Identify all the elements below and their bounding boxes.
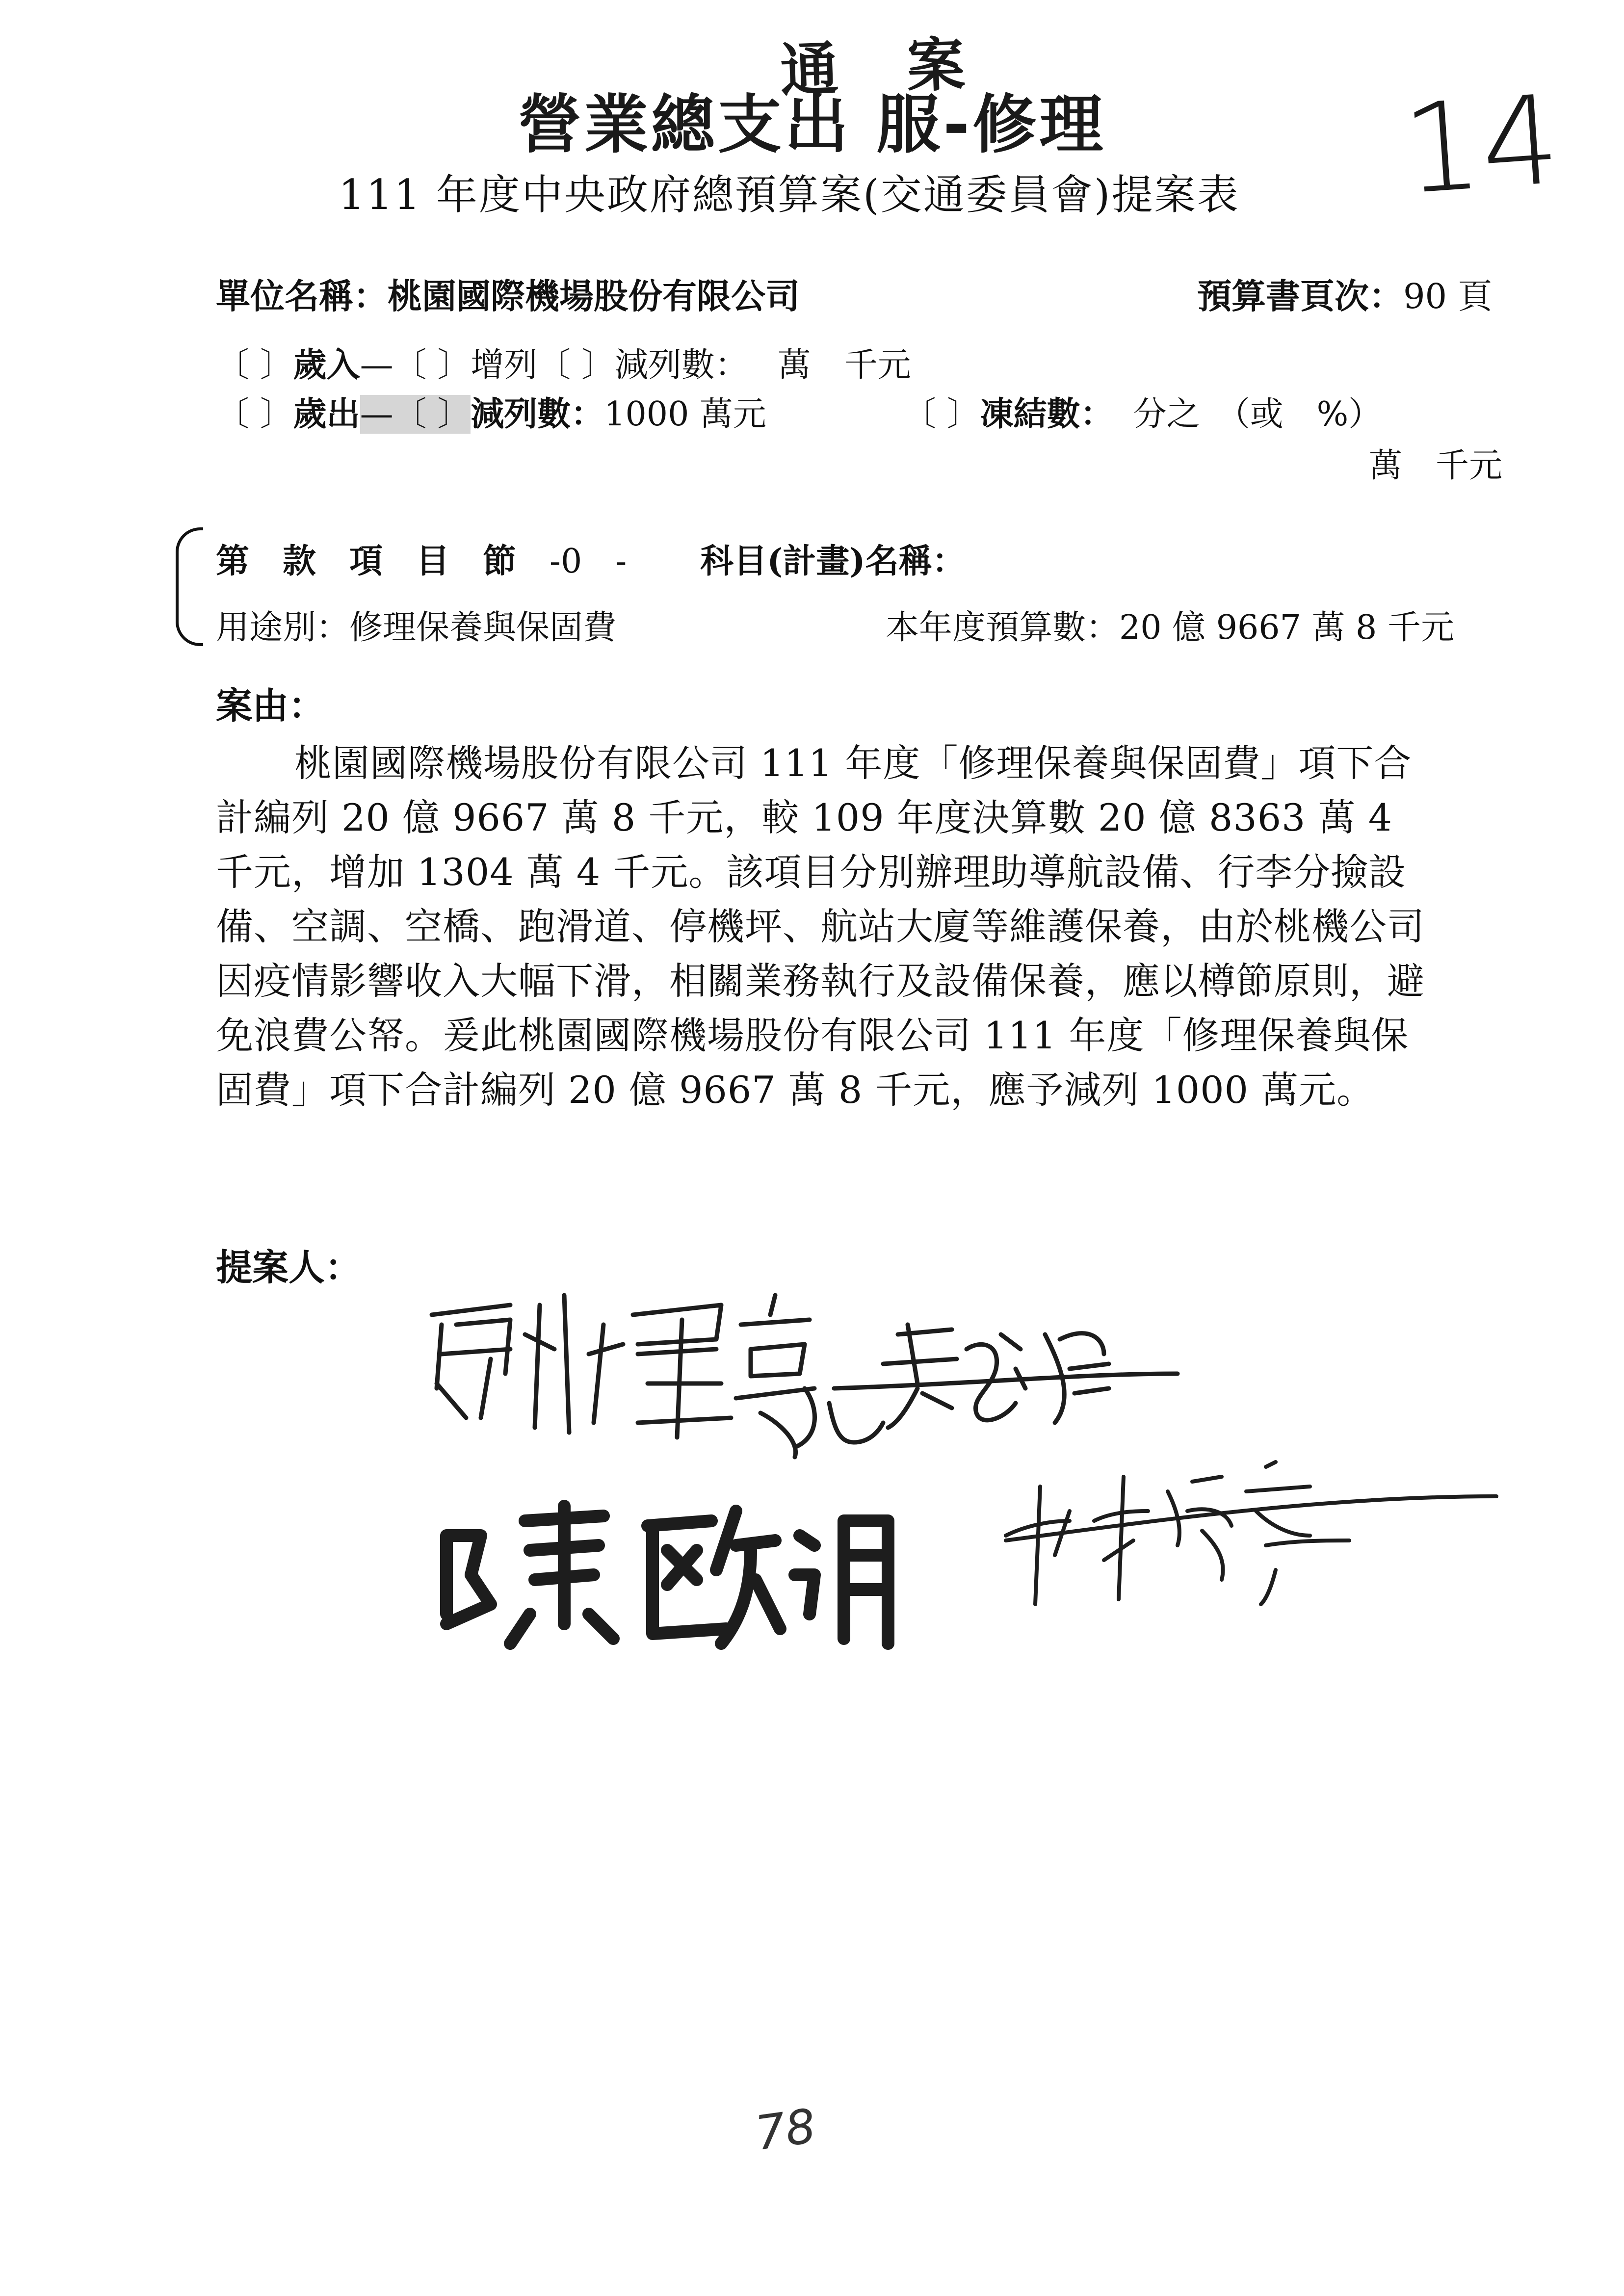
purpose-value: 修理保養與保固費 [349,608,617,647]
expense-dash: — [360,395,393,434]
subject-label: 科目(計畫)名稱： [700,542,966,581]
expense-cut-checkbox[interactable]: 〔 〕 [393,395,471,434]
handwritten-approval-stamp: 通案 [779,28,1035,104]
freeze-checkbox[interactable]: 〔 〕 [903,395,980,434]
signature-2 [446,1506,888,1644]
unit-name-label: 單位名稱： [216,276,388,316]
handwritten-proposal-number: 14 [1398,68,1564,222]
handwritten-page-number: 78 [752,2098,819,2161]
income-add-label: 增列 [471,346,538,385]
income-dash: — [360,346,393,385]
reason-text: 桃園國際機場股份有限公司 111 年度「修理保養與保固費」項下合計編列 20 億 9667 萬 8 千元，較 109 年度決算數 20 億 8363 萬 4 千元，增加 1304 萬 4 千元。該項目分別辦理助導航設備、行李分撿設備、空調、空橋、跑滑道、停機坪、航站大廈等維護保養，由於桃機公司因疫情影響收入大幅下滑，相關業務執行及設備保養，應以樽節原則，避免浪費公帑。爰此桃園國際機場股份有限公司 111 年度「修理保養與保固費」項下合計編列 20 億 9667 萬 8 千元，應予減列 1000 萬元。 [216,741,1425,1112]
budget-value: 20 億 9667 萬 8 千元 [1119,608,1454,647]
freeze-units: 萬 千元 [1369,446,1503,485]
handwritten-category-title: 營業總支出 服-修理 [518,87,1106,162]
expense-cut-value: 1000 萬元 [604,395,766,434]
proposer-heading: 提案人： [216,1247,361,1289]
budget-label: 本年度預算數： [886,608,1120,647]
form-title: 111 年度中央政府總預算案(交通委員會)提案表 [339,171,1240,219]
income-cut-label: 減列數： [614,346,748,385]
income-cut-checkbox[interactable]: 〔 〕 [537,346,615,385]
purpose-label: 用途別： [216,608,350,647]
income-add-checkbox[interactable]: 〔 〕 [393,346,471,385]
signature-1 [432,1295,1178,1457]
expense-label: 歲出 [293,394,360,434]
income-label: 歲入 [293,345,360,385]
code-suffix: -0 - [550,542,627,581]
expense-checkbox[interactable]: 〔 〕 [216,395,293,434]
signature-3 [1006,1462,1496,1604]
expense-cut-label: 減列數： [471,394,604,434]
freeze-fraction: 分之 （或 %） [1133,395,1382,434]
income-checkbox[interactable]: 〔 〕 [216,346,293,385]
freeze-label: 凍結數： [980,394,1114,434]
code-segments: 第款項目節 [216,542,550,581]
income-units: 萬 千元 [777,346,911,385]
reason-heading: 案由： [216,685,325,727]
unit-name-value: 桃園國際機場股份有限公司 [388,276,800,316]
budget-page-label: 預算書頁次： [1197,276,1403,316]
budget-page-value: 90 頁 [1403,276,1493,316]
